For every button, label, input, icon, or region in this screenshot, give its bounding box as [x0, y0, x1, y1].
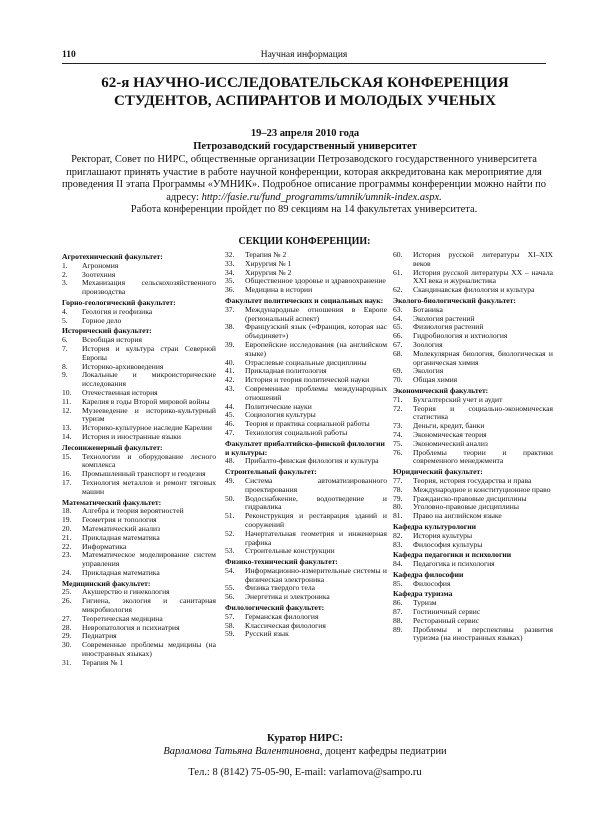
section-number: 66.: [393, 331, 403, 341]
section-title: Прикладная политология: [245, 366, 327, 376]
conference-dates-block: [40, 127, 570, 153]
section-title: Невропатология и психиатрия: [82, 622, 180, 632]
section-number: 35.: [225, 276, 235, 286]
section-item: [393, 350, 553, 368]
section-number: 62.: [393, 285, 403, 295]
section-title: История и теория политической науки: [245, 375, 370, 385]
faculty-heading: Факультет прибалтийско-финской филологии и культуры:: [225, 438, 385, 457]
faculty-heading: Юридический факультет:: [393, 467, 483, 477]
section-number: 20.: [62, 523, 72, 533]
section-number: 85.: [393, 578, 403, 588]
section-item: [62, 345, 216, 363]
section-title: Математическое моделирование систем управления: [82, 550, 216, 569]
section-item: [393, 626, 553, 644]
section-title: Педагогика и психология: [413, 559, 495, 569]
section-item: [225, 286, 387, 295]
section-title: История русской литературы XI–XIX веков: [413, 250, 553, 268]
section-item: [225, 530, 387, 548]
section-number: 36.: [225, 285, 235, 295]
section-title: Современные проблемы международных отношений: [245, 383, 387, 402]
section-item: [225, 306, 387, 324]
section-title: Геометрия и топология: [82, 515, 157, 525]
section-item: [393, 512, 553, 521]
section-number: 4.: [62, 306, 68, 316]
section-title: Экономический анализ: [413, 438, 488, 448]
section-number: 38.: [225, 322, 235, 332]
section-number: 16.: [62, 469, 72, 479]
section-title: Французский язык («Франция, которая нас объединяет»): [245, 322, 387, 341]
section-number: 54.: [225, 565, 235, 575]
section-item: [225, 567, 387, 585]
section-title: Технологии и оборудование лесного комплекса: [82, 451, 216, 470]
section-title: Всеобщая история: [82, 335, 142, 345]
section-title: Гражданско-правовые дисциплины: [413, 493, 527, 503]
faculty-heading: Лесоинженерный факультет:: [62, 442, 163, 452]
section-title: Гидробиология и ихтиология: [413, 331, 508, 341]
section-title: Карелия в годы Второй мировой войны: [82, 396, 210, 406]
faculty-heading: Кафедра туризма: [393, 589, 453, 599]
faculty-heading: Горно-геологический факультет:: [62, 297, 176, 307]
section-item: [225, 385, 387, 403]
section-number: 30.: [62, 640, 72, 650]
faculty-heading: Экономический факультет:: [393, 385, 489, 395]
section-title: Отечественная история: [82, 387, 158, 397]
section-title: Социология культуры: [245, 410, 316, 420]
section-number: 34.: [225, 267, 235, 277]
section-number: 12.: [62, 405, 72, 415]
section-item: [225, 495, 387, 513]
conference-dates: 19–23 апреля 2010 года: [250, 128, 360, 139]
section-number: 28.: [62, 622, 72, 632]
section-item: [225, 323, 387, 341]
section-number: 82.: [393, 530, 403, 540]
section-item: [225, 630, 387, 639]
section-title: Туризм: [413, 598, 437, 608]
section-title: Молекулярная биология, биологическая и органическая химия: [413, 348, 553, 367]
section-number: 31.: [62, 657, 72, 667]
section-title: Политические науки: [245, 401, 312, 411]
section-number: 29.: [62, 631, 72, 641]
section-title: Музееведение и историко-культурный туризм: [82, 405, 216, 424]
section-number: 5.: [62, 315, 68, 325]
curator-line: [40, 745, 570, 758]
faculty-heading: Агротехнический факультет:: [62, 252, 163, 261]
section-title: Зоология: [413, 339, 443, 349]
section-title: Система автоматизированного проектирования: [245, 475, 387, 494]
section-title: Теоретическая медицина: [82, 613, 163, 623]
section-number: 3.: [62, 278, 68, 288]
section-number: 22.: [62, 541, 72, 551]
section-title: Водоснабжение, водоотведение и гидравлика: [245, 493, 387, 512]
section-title: Экономическая теория: [413, 429, 487, 439]
section-title: Прикладная математика: [82, 567, 160, 577]
section-number: 27.: [62, 613, 72, 623]
faculty-heading: Эколого-биологический факультет:: [393, 295, 516, 305]
section-number: 78.: [393, 484, 403, 494]
section-title: Алгебра и теория вероятностей: [82, 506, 184, 516]
section-title: Локальные и микроисторические исследования: [82, 370, 216, 389]
section-item: [62, 433, 216, 442]
section-number: 21.: [62, 532, 72, 542]
section-number: 75.: [393, 438, 403, 448]
section-title: Деньги, кредит, банки: [413, 421, 485, 431]
section-number: 11.: [62, 396, 72, 406]
section-number: 43.: [225, 383, 235, 393]
section-item: [393, 269, 553, 287]
section-number: 25.: [62, 587, 72, 597]
section-title: Терапия № 1: [82, 657, 124, 667]
section-title: Механизация сельскохозяйственного производства: [82, 278, 216, 297]
section-item: [62, 279, 216, 297]
section-number: 42.: [225, 375, 235, 385]
intro-text: Ректорат, Совет по НИРС, общественные организации Петрозаводского государственного университета приглашают принять участие в работе научной конференции, которая аккредитована как мероприятие для проведения II этапа Программы «УМНИК». Подробное описание программы конференции можно найти по адресу:: [61, 154, 547, 203]
section-item: [62, 317, 216, 326]
section-item: [393, 580, 553, 589]
section-title: Международное и конституционное право: [413, 484, 551, 494]
running-head: Научная информация: [260, 50, 348, 60]
section-item: [62, 407, 216, 425]
section-title: Педиатрия: [82, 631, 117, 641]
page-number: 110: [62, 50, 76, 60]
section-title: Энергетика и электроника: [245, 592, 330, 602]
section-number: 72.: [393, 403, 403, 413]
section-title: История культуры: [413, 530, 473, 540]
section-title: Технология металлов и ремонт тяговых машин: [82, 477, 216, 496]
section-number: 51.: [225, 511, 235, 521]
section-number: 76.: [393, 447, 403, 457]
section-number: 84.: [393, 559, 403, 569]
section-title: Начертательная геометрия и инженерная графика: [245, 528, 387, 547]
section-number: 89.: [393, 624, 403, 634]
section-title: Общая химия: [413, 375, 458, 385]
section-title: Зоотехния: [82, 269, 116, 279]
intro-sections-note: Работа конференции пройдет по 89 секциям на 14 факультетах университета.: [130, 204, 478, 215]
section-item: [62, 641, 216, 659]
faculty-heading: Строительный факультет:: [225, 467, 317, 477]
faculty-heading: Математический факультет:: [62, 497, 162, 507]
section-number: 53.: [225, 546, 235, 556]
section-number: 41.: [225, 366, 235, 376]
section-number: 23.: [62, 550, 72, 560]
section-title: Международные отношения в Европе (региональный аспект): [245, 304, 387, 323]
section-number: 48.: [225, 456, 235, 466]
section-number: 47.: [225, 427, 235, 437]
section-item: [62, 597, 216, 615]
section-title: Европейские исследования (на английском языке): [245, 339, 387, 358]
section-number: 52.: [225, 528, 235, 538]
faculty-heading: Кафедра философии: [393, 569, 464, 579]
section-title: Гигиена, экология и санитарная микробиология: [82, 596, 216, 615]
section-title: Проблемы теории и практики современного менеджмента: [413, 447, 553, 466]
section-item: [393, 405, 553, 423]
section-number: 67.: [393, 339, 403, 349]
section-number: 24.: [62, 567, 72, 577]
section-title: Информатика: [82, 541, 127, 551]
section-title: Физиология растений: [413, 322, 484, 332]
section-number: 9.: [62, 370, 68, 380]
section-number: 19.: [62, 515, 72, 525]
curator-name: Варламова Татьяна Валентиновна: [163, 746, 320, 757]
page-title: [40, 74, 570, 110]
section-number: 50.: [225, 493, 235, 503]
section-item: [225, 341, 387, 359]
section-number: 37.: [225, 304, 235, 314]
section-number: 64.: [393, 313, 403, 323]
faculty-heading: Кафедра культурологии: [393, 521, 476, 531]
section-title: Теория, история государства и права: [413, 475, 532, 485]
section-number: 65.: [393, 322, 403, 332]
section-number: 40.: [225, 357, 235, 367]
section-title: Промышленный транспорт и геодезия: [82, 469, 206, 479]
section-number: 55.: [225, 583, 235, 593]
section-number: 18.: [62, 506, 72, 516]
faculty-heading: Медицинский факультет:: [62, 578, 151, 588]
section-title: Русский язык: [245, 629, 289, 639]
section-number: 7.: [62, 343, 68, 353]
section-number: 39.: [225, 339, 235, 349]
title-line-2: СТУДЕНТОВ, АСПИРАНТОВ И МОЛОДЫХ УЧЕНЫХ: [113, 93, 496, 109]
section-item: [225, 593, 387, 602]
section-title: Информационно-измерительные системы и физическая электроника: [245, 565, 387, 584]
section-title: История русской литературы XX – начала XXI века и журналистика: [413, 267, 553, 286]
section-number: 71.: [393, 394, 403, 404]
section-title: История и иностранные языки: [82, 431, 181, 441]
section-title: Экология: [413, 366, 444, 376]
faculty-heading: Физико-технический факультет:: [225, 557, 338, 567]
section-item: [225, 547, 387, 556]
section-title: Право на английском языке: [413, 511, 502, 521]
section-number: 80.: [393, 502, 403, 512]
section-title: Физика твердого тела: [245, 583, 316, 593]
section-title: Акушерство и гинекология: [82, 587, 170, 597]
section-title: Теория и практика социальной работы: [245, 419, 370, 429]
section-number: 46.: [225, 419, 235, 429]
program-url-link[interactable]: http://fasie.ru/fund_programms/umnik/umnik-index.aspx.: [201, 191, 442, 203]
section-item: [62, 659, 216, 668]
faculty-heading: Филологический факультет:: [225, 603, 325, 613]
section-number: 88.: [393, 615, 403, 625]
section-number: 14.: [62, 431, 72, 441]
sections-column-2: [225, 251, 387, 639]
section-title: Отраслевые социальные дисциплины: [245, 357, 367, 367]
section-title: Историко-культурное наследие Карелии: [82, 423, 212, 433]
section-title: Бухгалтерский учет и аудит: [413, 394, 503, 404]
section-number: 77.: [393, 475, 403, 485]
section-title: Терапия № 2: [245, 250, 287, 259]
section-title: Математический анализ: [82, 523, 161, 533]
section-item: [62, 453, 216, 471]
section-item: [393, 251, 553, 269]
section-title: Теория и социально-экономическая статистика: [413, 403, 553, 422]
section-title: Общественное здоровье и здравоохранение: [245, 276, 386, 286]
section-item: [393, 560, 553, 569]
section-number: 1.: [62, 260, 68, 270]
section-number: 13.: [62, 423, 72, 433]
curator-contacts: Тел.: 8 (8142) 75-05-90, E-mail: varlamova@sampo.ru: [188, 767, 422, 778]
section-title: Ресторанный сервис: [413, 615, 480, 625]
section-title: Историко-архивоведения: [82, 361, 164, 371]
intro-paragraph: [60, 154, 548, 217]
section-title: Скандинавская филология и культура: [413, 285, 535, 295]
section-title: Экология растений: [413, 313, 475, 323]
section-title: Ботаника: [413, 304, 443, 314]
section-title: Классическая филология: [245, 620, 326, 630]
section-title: Строительные конструкции: [245, 546, 335, 556]
section-title: Философия культуры: [413, 539, 483, 549]
section-item: [225, 429, 387, 438]
section-number: 56.: [225, 592, 235, 602]
footer-curator: [40, 732, 570, 779]
section-number: 17.: [62, 477, 72, 487]
section-number: 60.: [393, 250, 403, 259]
section-number: 8.: [62, 361, 68, 371]
section-title: Горное дело: [82, 315, 122, 325]
section-number: 32.: [225, 250, 235, 259]
section-number: 81.: [393, 511, 403, 521]
section-item: [393, 286, 553, 295]
section-title: Философия: [413, 578, 451, 588]
title-line-1: 62-я НАУЧНО-ИССЛЕДОВАТЕЛЬСКАЯ КОНФЕРЕНЦИЯ: [101, 75, 509, 91]
section-number: 73.: [393, 421, 403, 431]
section-number: 33.: [225, 258, 235, 268]
faculty-heading: Факультет политических и социальных наук:: [225, 295, 384, 305]
section-title: Прикладная математика: [82, 532, 160, 542]
curator-label: Куратор НИРС:: [266, 733, 344, 744]
section-title: Проблемы и перспективы развития туризма (на иностранных языках): [413, 624, 553, 643]
section-number: 61.: [393, 267, 403, 277]
university-name: Петрозаводский государственный университет: [193, 141, 417, 152]
sections-column-1: [62, 251, 216, 668]
section-number: 59.: [225, 629, 235, 639]
section-number: 74.: [393, 429, 403, 439]
section-item: [62, 479, 216, 497]
section-item: [62, 569, 216, 578]
section-item: [225, 477, 387, 495]
section-title: Медицина в истории: [245, 285, 313, 295]
section-number: 44.: [225, 401, 235, 411]
section-number: 86.: [393, 598, 403, 608]
section-number: 79.: [393, 493, 403, 503]
section-item: [393, 376, 553, 385]
section-title: Хирургия № 2: [245, 267, 292, 277]
section-title: Агрономия: [82, 260, 119, 270]
section-item: [225, 512, 387, 530]
section-item: [225, 457, 387, 466]
faculty-heading: Кафедра педагогики и психологии: [393, 550, 512, 560]
section-number: 49.: [225, 475, 235, 485]
section-item: [62, 371, 216, 389]
sections-column-3: [393, 251, 553, 643]
section-number: 63.: [393, 304, 403, 314]
section-item: [62, 551, 216, 569]
section-title: Прибалто-финская филология и культура: [245, 456, 379, 466]
section-number: 69.: [393, 366, 403, 376]
section-number: 57.: [225, 611, 235, 621]
section-number: 58.: [225, 620, 235, 630]
section-number: 68.: [393, 348, 403, 358]
section-number: 10.: [62, 387, 72, 397]
sections-heading: СЕКЦИИ КОНФЕРЕНЦИИ:: [238, 236, 371, 247]
section-title: Технология социальной работы: [245, 427, 348, 437]
section-number: 45.: [225, 410, 235, 420]
section-title: Уголовно-правовые дисциплины: [413, 502, 519, 512]
section-title: Хирургия № 1: [245, 258, 292, 268]
page-header: [62, 49, 546, 64]
section-title: Геология и геофизика: [82, 306, 153, 316]
section-number: 70.: [393, 375, 403, 385]
section-title: Современные проблемы медицины (на иностранных языках): [82, 640, 216, 659]
section-title: История и культура стран Северной Европы: [82, 343, 216, 362]
section-number: 87.: [393, 607, 403, 617]
section-number: 26.: [62, 596, 72, 606]
curator-role: , доцент кафедры педиатрии: [319, 746, 447, 757]
faculty-heading: Исторический факультет:: [62, 326, 152, 336]
section-title: Гостиничный сервис: [413, 607, 481, 617]
section-title: Германская филология: [245, 611, 319, 621]
section-number: 6.: [62, 335, 68, 345]
section-item: [393, 541, 553, 550]
section-number: 83.: [393, 539, 403, 549]
section-item: [393, 449, 553, 467]
section-number: 2.: [62, 269, 68, 279]
section-title: Реконструкция и реставрация зданий и сооружений: [245, 511, 387, 529]
section-number: 15.: [62, 451, 72, 461]
